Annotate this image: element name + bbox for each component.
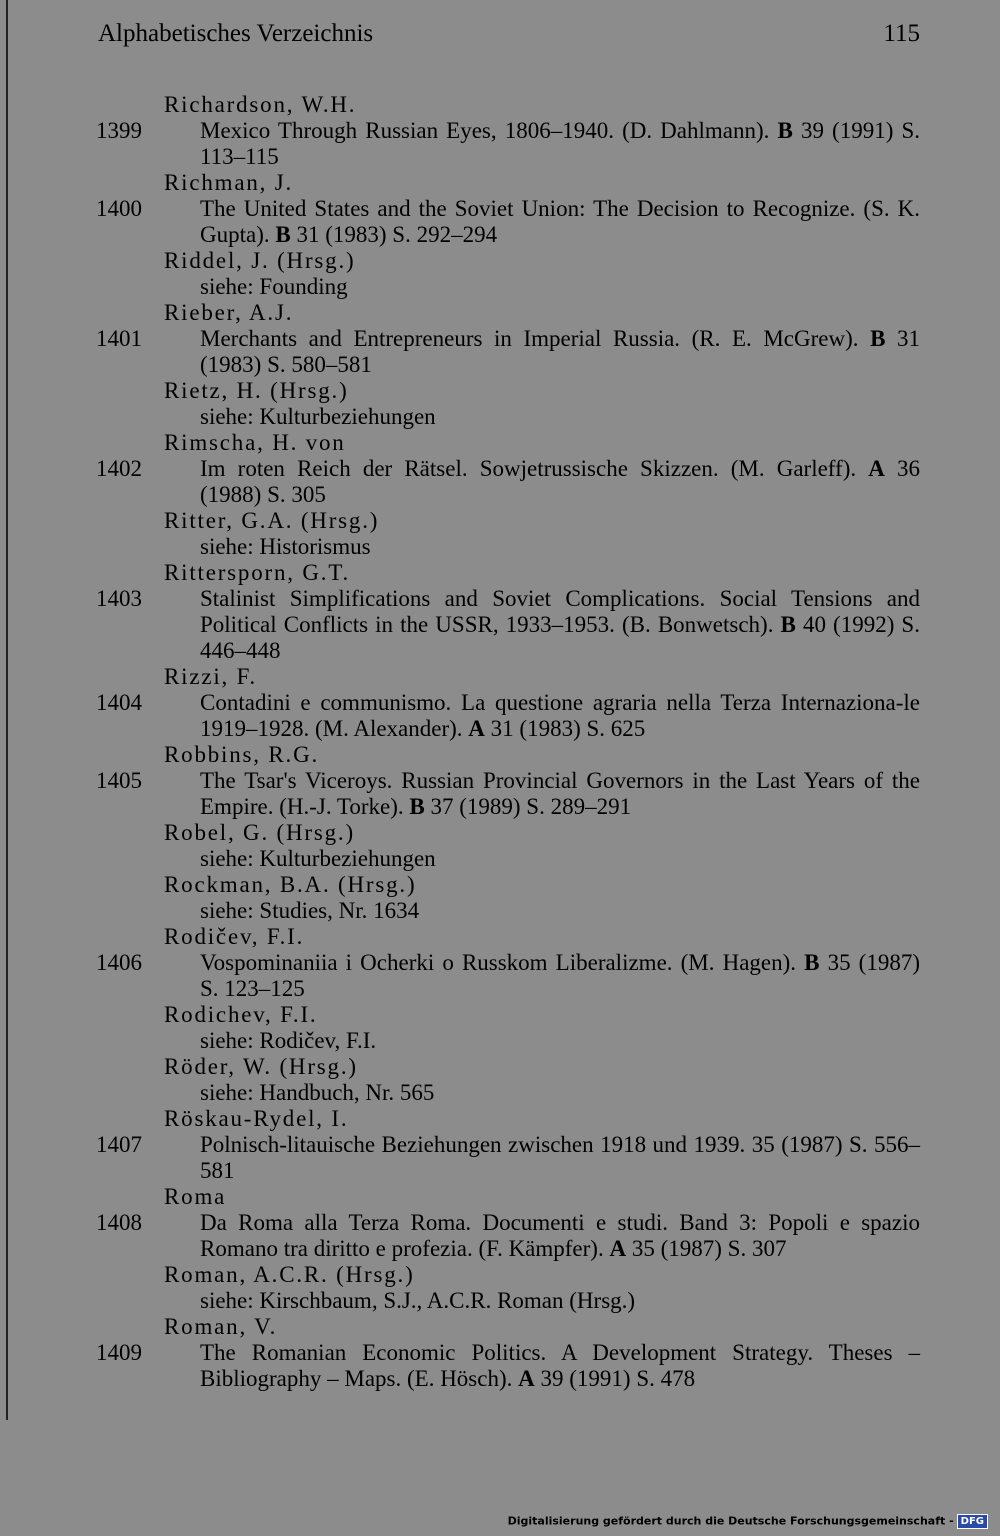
index-entry bbox=[90, 1106, 920, 1184]
entry-author: Rieber, A.J. bbox=[164, 300, 294, 325]
journal-section: B bbox=[777, 118, 793, 143]
footer-text: Digitalisierung gefördert durch die Deutsche Forschungsgemeinschaft - bbox=[507, 1514, 954, 1528]
page-edge-rule bbox=[6, 0, 8, 1420]
entry-citation bbox=[200, 950, 920, 1002]
cross-reference: siehe: Studies, Nr. 1634 bbox=[200, 898, 420, 923]
running-title: Alphabetisches Verzeichnis bbox=[98, 20, 374, 47]
journal-section: A bbox=[468, 716, 485, 741]
entry-number: 1403 bbox=[96, 586, 142, 611]
entry-author: Rockman, B.A. (Hrsg.) bbox=[164, 872, 417, 897]
entry-author: Roma bbox=[164, 1184, 227, 1209]
citation-text: Vospominaniia i Ocherki o Russkom Liberalizme. (M. Hagen). bbox=[200, 950, 805, 975]
volume-pages: 39 (1991) S. 113–115 bbox=[200, 118, 920, 169]
index-entry bbox=[90, 924, 920, 1002]
entry-author: Rietz, H. (Hrsg.) bbox=[164, 378, 349, 403]
entry-work bbox=[90, 690, 920, 742]
page-number: 115 bbox=[883, 20, 920, 47]
entry-work bbox=[90, 326, 920, 378]
entry-number: 1402 bbox=[96, 456, 142, 481]
volume-pages: 37 (1989) S. 289–291 bbox=[424, 794, 632, 819]
index-entry bbox=[90, 820, 920, 872]
entry-number: 1400 bbox=[96, 196, 142, 221]
cross-reference: siehe: Kirschbaum, S.J., A.C.R. Roman (Hrsg.) bbox=[200, 1288, 636, 1313]
entry-citation bbox=[200, 1132, 920, 1184]
entry-author: Roman, V. bbox=[164, 1314, 278, 1339]
index-entry bbox=[90, 1054, 920, 1106]
entry-number: 1406 bbox=[96, 950, 142, 975]
index-entry bbox=[90, 300, 920, 378]
entry-citation bbox=[200, 1340, 920, 1392]
entry-author: Riddel, J. (Hrsg.) bbox=[164, 248, 356, 273]
cross-reference: siehe: Rodičev, F.I. bbox=[200, 1028, 377, 1053]
journal-section: B bbox=[275, 222, 291, 247]
citation-text: The Tsar's Viceroys. Russian Provincial Governors in the Last Years of the Empire. (H.-J. Torke). bbox=[200, 768, 920, 819]
entry-number: 1408 bbox=[96, 1210, 142, 1235]
citation-text: Polnisch-litauische Beziehungen zwischen 1918 und 1939. 35 (1987) S. 556–581 bbox=[200, 1132, 920, 1183]
entry-author: Rittersporn, G.T. bbox=[164, 560, 351, 585]
entry-number: 1399 bbox=[96, 118, 142, 143]
journal-section: B bbox=[780, 612, 796, 637]
cross-reference: siehe: Historismus bbox=[200, 534, 371, 559]
cross-reference: siehe: Kulturbeziehungen bbox=[200, 846, 436, 871]
entry-citation bbox=[200, 118, 920, 170]
cross-reference: siehe: Handbuch, Nr. 565 bbox=[200, 1080, 435, 1105]
entry-work bbox=[90, 768, 920, 820]
citation-text: Da Roma alla Terza Roma. Documenti e studi. Band 3: Popoli e spazio Romano tra diritto e profezia. (F. Kämpfer). bbox=[200, 1210, 920, 1261]
entry-author: Robel, G. (Hrsg.) bbox=[164, 820, 355, 845]
index-entry bbox=[90, 1184, 920, 1262]
entry-citation bbox=[200, 768, 920, 820]
volume-pages: 35 (1987) S. 123–125 bbox=[200, 950, 920, 1001]
entry-work bbox=[90, 118, 920, 170]
journal-section: A bbox=[518, 1366, 535, 1391]
entry-author: Richman, J. bbox=[164, 170, 294, 195]
dfg-logo: DFG bbox=[957, 1514, 988, 1529]
entry-author: Robbins, R.G. bbox=[164, 742, 320, 767]
volume-pages: 31 (1983) S. 292–294 bbox=[290, 222, 498, 247]
entry-author: Ritter, G.A. (Hrsg.) bbox=[164, 508, 380, 533]
entry-author: Rizzi, F. bbox=[164, 664, 257, 689]
volume-pages: 31 (1983) S. 625 bbox=[484, 716, 646, 741]
digitization-footer bbox=[508, 1514, 988, 1532]
citation-text: Merchants and Entrepreneurs in Imperial Russia. (R. E. McGrew). bbox=[200, 326, 871, 351]
journal-section: B bbox=[409, 794, 425, 819]
journal-section: B bbox=[804, 950, 820, 975]
index-entry bbox=[90, 508, 920, 560]
index-entries bbox=[90, 92, 920, 1392]
entry-work bbox=[90, 950, 920, 1002]
index-entry bbox=[90, 664, 920, 742]
entry-author: Richardson, W.H. bbox=[164, 92, 357, 117]
entry-author: Rodičev, F.I. bbox=[164, 924, 305, 949]
index-entry bbox=[90, 872, 920, 924]
entry-author: Röder, W. (Hrsg.) bbox=[164, 1054, 358, 1079]
entry-author: Roman, A.C.R. (Hrsg.) bbox=[164, 1262, 415, 1287]
entry-author: Rodichev, F.I. bbox=[164, 1002, 318, 1027]
index-entry bbox=[90, 560, 920, 664]
index-entry bbox=[90, 170, 920, 248]
citation-text: Contadini e communismo. La questione agraria nella Terza Internaziona-le 1919–1928. (M. Alexander). bbox=[200, 690, 920, 741]
volume-pages: 39 (1991) S. 478 bbox=[534, 1366, 696, 1391]
index-entry bbox=[90, 430, 920, 508]
entry-number: 1401 bbox=[96, 326, 142, 351]
entry-citation bbox=[200, 326, 920, 378]
citation-text: Im roten Reich der Rätsel. Sowjetrussische Skizzen. (M. Garleff). bbox=[200, 456, 869, 481]
journal-section: A bbox=[868, 456, 885, 481]
index-entry bbox=[90, 92, 920, 170]
entry-author: Röskau-Rydel, I. bbox=[164, 1106, 349, 1131]
volume-pages: 31 (1983) S. 580–581 bbox=[200, 326, 920, 377]
entry-number: 1404 bbox=[96, 690, 142, 715]
entry-number: 1405 bbox=[96, 768, 142, 793]
entry-work bbox=[90, 1132, 920, 1184]
index-entry bbox=[90, 1002, 920, 1054]
index-entry bbox=[90, 1262, 920, 1314]
index-entry bbox=[90, 742, 920, 820]
entry-citation bbox=[200, 1210, 920, 1262]
citation-text: The Romanian Economic Politics. A Development Strategy. Theses – Bibliography – Maps. (E. Hösch). bbox=[200, 1340, 920, 1391]
volume-pages: 36 (1988) S. 305 bbox=[200, 456, 921, 507]
cross-reference: siehe: Founding bbox=[200, 274, 348, 299]
volume-pages: 40 (1992) S. 446–448 bbox=[200, 612, 920, 663]
cross-reference: siehe: Kulturbeziehungen bbox=[200, 404, 436, 429]
entry-work bbox=[90, 586, 920, 664]
running-header bbox=[98, 20, 920, 52]
entry-work bbox=[90, 456, 920, 508]
citation-text: The United States and the Soviet Union: The Decision to Recognize. (S. K. Gupta). bbox=[200, 196, 920, 247]
journal-section: A bbox=[609, 1236, 627, 1261]
entry-number: 1407 bbox=[96, 1132, 142, 1157]
entry-citation bbox=[200, 690, 920, 742]
citation-text: Mexico Through Russian Eyes, 1806–1940. (D. Dahlmann). bbox=[200, 118, 778, 143]
index-entry bbox=[90, 378, 920, 430]
entry-author: Rimscha, H. von bbox=[164, 430, 346, 455]
journal-section: B bbox=[870, 326, 886, 351]
entry-citation bbox=[200, 456, 920, 508]
entry-work bbox=[90, 1340, 920, 1392]
entry-number: 1409 bbox=[96, 1340, 142, 1365]
volume-pages: 35 (1987) S. 307 bbox=[626, 1236, 787, 1261]
entry-citation bbox=[200, 586, 920, 664]
entry-work bbox=[90, 1210, 920, 1262]
entry-work bbox=[90, 196, 920, 248]
citation-text: Stalinist Simplifications and Soviet Complications. Social Tensions and Political Conflicts in the USSR, 1933–1953. (B. Bonwetsch). bbox=[200, 586, 920, 637]
index-entry bbox=[90, 1314, 920, 1392]
index-entry bbox=[90, 248, 920, 300]
entry-citation bbox=[200, 196, 920, 248]
